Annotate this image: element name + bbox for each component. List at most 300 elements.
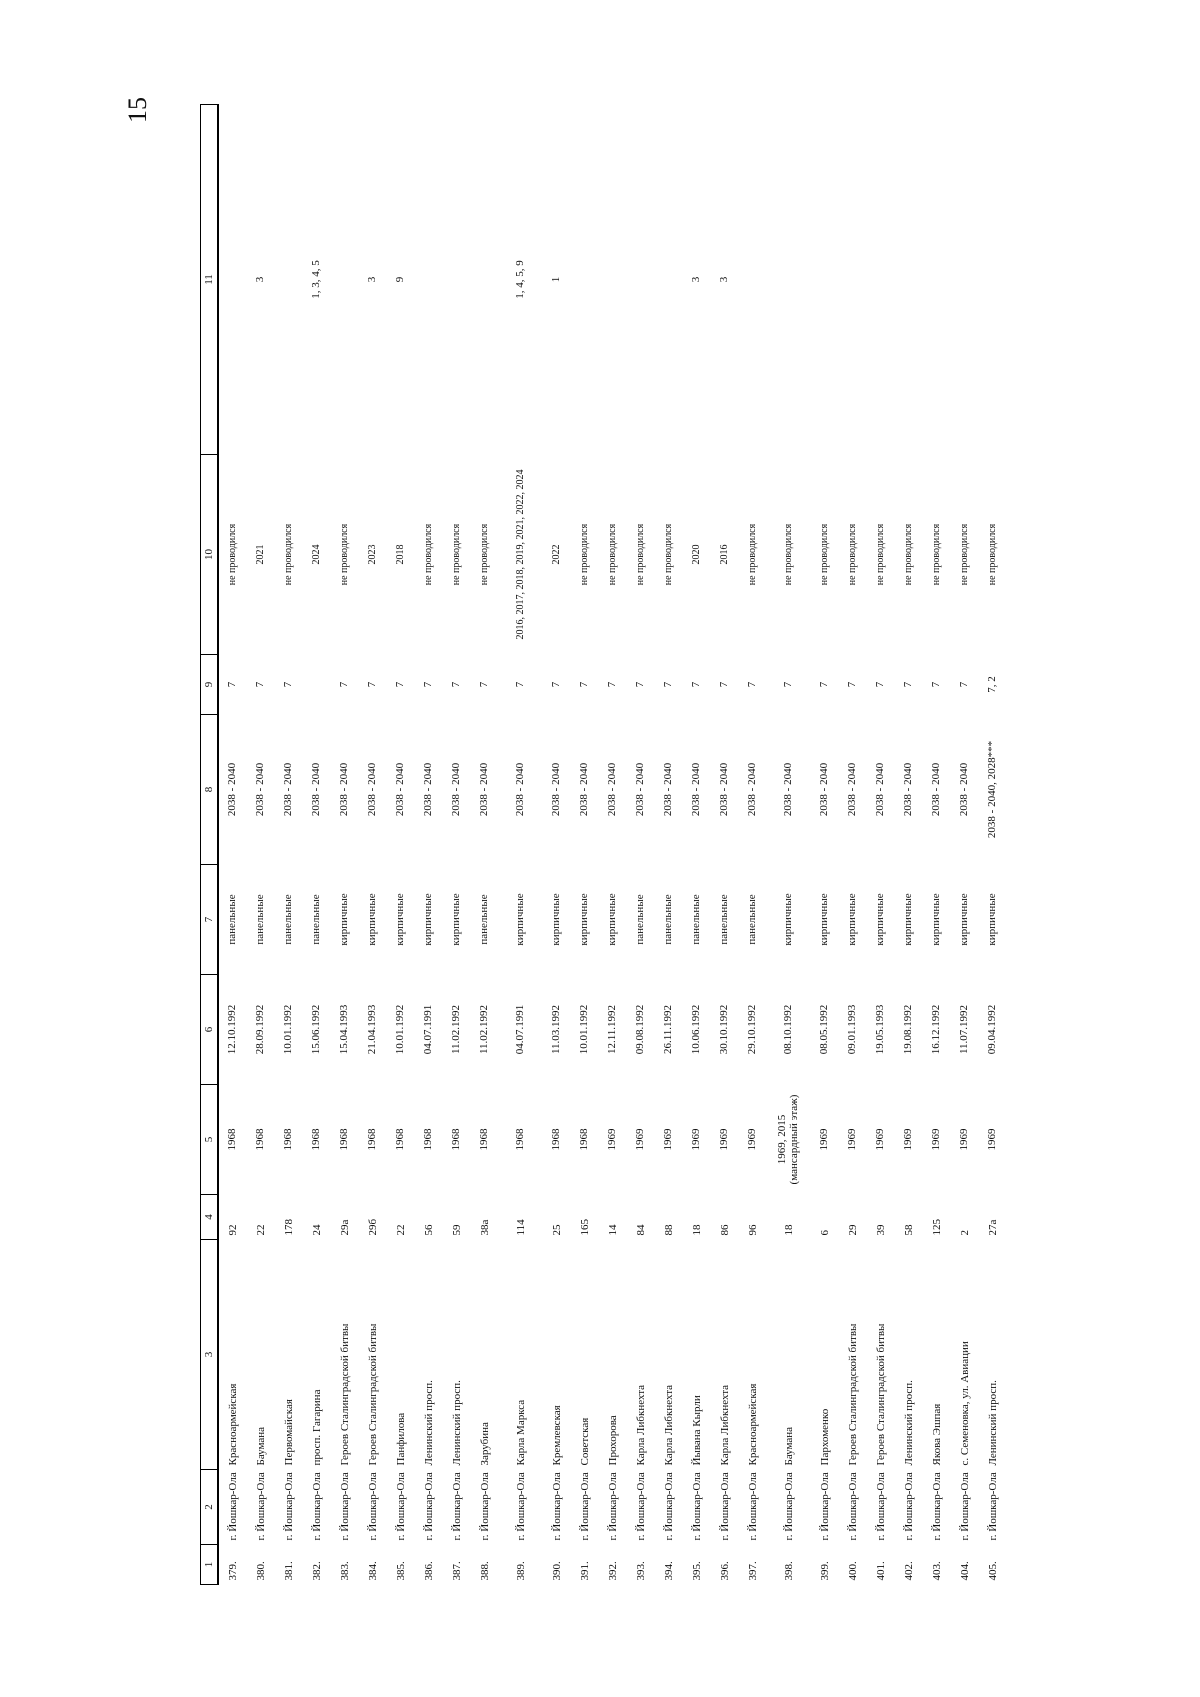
wall-material-cell: кирпичные (578, 893, 591, 946)
row-number: 389. (515, 1561, 527, 1581)
street-cell: Карла Либкнехта (635, 1384, 647, 1466)
table-row (655, 105, 683, 1585)
row-number: 384. (367, 1561, 379, 1581)
street-cell: Советская (579, 1417, 591, 1466)
street-cell: Кремлевская (551, 1405, 563, 1466)
house-number-cell: 29б (367, 1218, 379, 1236)
wall-material-cell: кирпичные (338, 893, 351, 946)
build-year-cell: 1968 (422, 1128, 435, 1151)
build-year-cell: 1969 (846, 1128, 859, 1151)
repair-period-cell: 2038 - 2040 (422, 762, 435, 817)
work-code-cell: 7 (746, 681, 759, 688)
table-row (331, 105, 359, 1585)
wall-material-cell: кирпичные (366, 893, 379, 946)
works-done-cell (767, 105, 811, 455)
street-cell: Красноармейская (227, 1383, 239, 1466)
last-repair-cell: не проводился (986, 523, 998, 586)
street-cell: Ленинский просп. (451, 1380, 463, 1466)
registration-date-cell: 15.04.1993 (338, 1004, 351, 1055)
table-row (767, 105, 811, 1585)
house-number-cell: 39 (875, 1224, 887, 1236)
column-number-row (201, 105, 219, 1585)
row-number: 382. (311, 1561, 323, 1581)
wall-material-cell: кирпичные (550, 893, 563, 946)
row-number: 399. (819, 1561, 831, 1581)
wall-material-cell: кирпичные (514, 893, 527, 946)
row-number: 403. (931, 1561, 943, 1581)
table-row (571, 105, 599, 1585)
build-year-cell: 1969 (634, 1128, 647, 1151)
build-year-cell: 1969 (986, 1128, 999, 1151)
street-cell: Первомайская (283, 1399, 295, 1466)
works-done-cell (443, 105, 471, 455)
last-repair-cell: не проводился (634, 523, 646, 586)
table-row (599, 105, 627, 1585)
last-repair-cell: 2021 (254, 544, 266, 565)
wall-material-cell: кирпичные (606, 893, 619, 946)
repair-period-cell: 2038 - 2040 (782, 762, 795, 817)
street-cell: Ленинский просп. (987, 1380, 999, 1466)
city-cell: г. Йошкар-Ола (783, 1472, 795, 1541)
work-code-cell: 7 (226, 681, 239, 688)
street-cell: Ленинский просп. (423, 1380, 435, 1466)
house-number-cell: 18 (691, 1224, 703, 1236)
city-cell: г. Йошкар-Ола (551, 1472, 563, 1541)
work-code-cell: 7 (478, 681, 491, 688)
house-number-cell: 14 (607, 1224, 619, 1236)
row-number: 397. (747, 1561, 759, 1581)
table-row (895, 105, 923, 1585)
works-done-cell: 1, 3, 4, 5 (310, 260, 323, 299)
column-number: 10 (201, 455, 219, 655)
table-row (951, 105, 979, 1585)
registration-date-cell: 04.07.1991 (422, 1004, 435, 1055)
street-cell: Баумана (783, 1426, 795, 1466)
column-number: 9 (201, 655, 219, 715)
row-number: 402. (903, 1561, 915, 1581)
row-number: 385. (395, 1561, 407, 1581)
table-row (275, 105, 303, 1585)
table-row (711, 105, 739, 1585)
last-repair-cell: не проводился (226, 523, 238, 586)
works-done-cell: 1 (550, 276, 563, 283)
house-number-cell: 125 (931, 1219, 943, 1236)
registration-date-cell: 08.05.1992 (818, 1004, 831, 1055)
last-repair-cell: не проводился (782, 523, 794, 586)
row-number: 380. (255, 1561, 267, 1581)
row-number: 393. (635, 1561, 647, 1581)
work-code-cell: 7, 2 (986, 676, 999, 693)
works-done-cell: 3 (254, 276, 267, 283)
registration-date-cell: 04.07.1991 (514, 1004, 527, 1055)
last-repair-cell: 2018 (394, 544, 406, 565)
wall-material-cell: панельные (746, 894, 759, 945)
registration-date-cell: 26.11.1992 (662, 1004, 675, 1055)
row-number: 388. (479, 1561, 491, 1581)
work-code-cell: 7 (930, 681, 943, 688)
work-code-cell: 7 (282, 681, 295, 688)
city-cell: г. Йошкар-Ола (719, 1472, 731, 1541)
work-code-cell (303, 655, 331, 715)
house-number-cell: 92 (227, 1224, 239, 1236)
work-code-cell: 7 (450, 681, 463, 688)
wall-material-cell: панельные (478, 894, 491, 945)
column-number: 11 (201, 105, 219, 455)
repair-period-cell: 2038 - 2040 (902, 762, 915, 817)
repair-period-cell: 2038 - 2040 (690, 762, 703, 817)
last-repair-cell: 2016, 2017, 2018, 2019, 2021, 2022, 2024 (514, 469, 526, 640)
row-number: 386. (423, 1561, 435, 1581)
street-cell: просп. Гагарина (311, 1389, 323, 1466)
house-number-cell: 114 (515, 1219, 527, 1236)
registration-date-cell: 28.09.1992 (254, 1004, 267, 1055)
row-number: 390. (551, 1561, 563, 1581)
row-number: 387. (451, 1561, 463, 1581)
build-year-cell: 1969 (818, 1128, 831, 1151)
table-body (218, 105, 1007, 1585)
works-done-cell (331, 105, 359, 455)
build-year-cell: 1968 (226, 1128, 239, 1151)
city-cell: г. Йошкар-Ола (607, 1472, 619, 1541)
wall-material-cell: кирпичные (930, 893, 943, 946)
last-repair-cell: не проводился (606, 523, 618, 586)
city-cell: г. Йошкар-Ола (451, 1472, 463, 1541)
works-done-cell (923, 105, 951, 455)
repair-period-cell: 2038 - 2040 (282, 762, 295, 817)
table-row (811, 105, 839, 1585)
build-year-cell: 1968 (578, 1128, 591, 1151)
build-year-cell: 1968 (450, 1128, 463, 1151)
registration-date-cell: 11.07.1992 (958, 1004, 971, 1055)
build-year-cell: 1969 (746, 1128, 759, 1151)
registration-date-cell: 11.02.1992 (478, 1004, 491, 1055)
works-done-cell: 9 (394, 276, 407, 283)
city-cell: г. Йошкар-Ола (311, 1472, 323, 1541)
wall-material-cell: панельные (310, 894, 323, 945)
build-year-cell: 1969, 2015 (мансардный этаж) (776, 1094, 800, 1185)
row-number: 401. (875, 1561, 887, 1581)
work-code-cell: 7 (578, 681, 591, 688)
works-done-cell (627, 105, 655, 455)
repair-period-cell: 2038 - 2040 (578, 762, 591, 817)
last-repair-cell: не проводился (422, 523, 434, 586)
house-number-cell: 86 (719, 1224, 731, 1236)
house-number-cell: 58 (903, 1224, 915, 1236)
wall-material-cell: панельные (690, 894, 703, 945)
last-repair-cell: не проводился (450, 523, 462, 586)
build-year-cell: 1969 (606, 1128, 619, 1151)
works-done-cell (471, 105, 499, 455)
registration-date-cell: 11.02.1992 (450, 1004, 463, 1055)
last-repair-cell: не проводился (578, 523, 590, 586)
row-number: 404. (959, 1561, 971, 1581)
wall-material-cell: кирпичные (450, 893, 463, 946)
column-number: 8 (201, 715, 219, 865)
build-year-cell: 1969 (662, 1128, 675, 1151)
house-number-cell: 27а (987, 1219, 999, 1236)
house-number-cell: 59 (451, 1224, 463, 1236)
work-code-cell: 7 (958, 681, 971, 688)
work-code-cell: 7 (818, 681, 831, 688)
work-code-cell: 7 (338, 681, 351, 688)
registration-date-cell: 30.10.1992 (718, 1004, 731, 1055)
repair-period-cell: 2038 - 2040 (930, 762, 943, 817)
works-done-cell (275, 105, 303, 455)
wall-material-cell: панельные (282, 894, 295, 945)
repair-period-cell: 2038 - 2040, 2028*** (986, 740, 999, 839)
last-repair-cell: не проводился (930, 523, 942, 586)
wall-material-cell: кирпичные (394, 893, 407, 946)
row-number: 400. (847, 1561, 859, 1581)
page-number: 15 (123, 97, 152, 123)
build-year-cell: 1968 (310, 1128, 323, 1151)
build-year-cell: 1968 (394, 1128, 407, 1151)
house-number-cell: 25 (551, 1224, 563, 1236)
wall-material-cell: кирпичные (958, 893, 971, 946)
build-year-cell: 1968 (514, 1128, 527, 1151)
house-number-cell: 22 (255, 1224, 267, 1236)
street-cell: Героев Сталинградской битвы (875, 1323, 887, 1466)
registration-date-cell: 12.11.1992 (606, 1004, 619, 1055)
repair-period-cell: 2038 - 2040 (450, 762, 463, 817)
city-cell: г. Йошкар-Ола (283, 1472, 295, 1541)
house-number-cell: 6 (819, 1230, 831, 1236)
work-code-cell: 7 (718, 681, 731, 688)
street-cell: Героев Сталинградской битвы (339, 1323, 351, 1466)
work-code-cell: 7 (606, 681, 619, 688)
house-number-cell: 38а (479, 1219, 491, 1236)
registration-date-cell: 10.06.1992 (690, 1004, 703, 1055)
city-cell: г. Йошкар-Ола (959, 1472, 971, 1541)
row-number: 395. (691, 1561, 703, 1581)
house-number-cell: 29 (847, 1224, 859, 1236)
wall-material-cell: панельные (226, 894, 239, 945)
works-done-cell: 3 (690, 276, 703, 283)
house-number-cell: 88 (663, 1224, 675, 1236)
column-number: 7 (201, 865, 219, 975)
works-done-cell: 3 (366, 276, 379, 283)
column-number: 1 (201, 1545, 219, 1585)
last-repair-cell: не проводился (282, 523, 294, 586)
column-number: 2 (201, 1470, 219, 1545)
table-row (359, 105, 387, 1585)
house-number-cell: 84 (635, 1224, 647, 1236)
row-number: 394. (663, 1561, 675, 1581)
registration-date-cell: 15.06.1992 (310, 1004, 323, 1055)
works-done-cell (655, 105, 683, 455)
street-cell: с. Семеновка, ул. Авиации (959, 1341, 971, 1466)
registration-date-cell: 11.03.1992 (550, 1004, 563, 1055)
table-row (415, 105, 443, 1585)
row-number: 381. (283, 1561, 295, 1581)
row-number: 396. (719, 1561, 731, 1581)
wall-material-cell: кирпичные (782, 893, 795, 946)
house-number-cell: 2 (959, 1230, 971, 1236)
build-year-cell: 1969 (874, 1128, 887, 1151)
works-done-cell (739, 105, 767, 455)
row-number: 391. (579, 1561, 591, 1581)
repair-period-cell: 2038 - 2040 (550, 762, 563, 817)
last-repair-cell: не проводился (958, 523, 970, 586)
last-repair-cell: не проводился (902, 523, 914, 586)
table-row (683, 105, 711, 1585)
street-cell: Баумана (255, 1426, 267, 1466)
wall-material-cell: панельные (662, 894, 675, 945)
work-code-cell: 7 (366, 681, 379, 688)
wall-material-cell: кирпичные (902, 893, 915, 946)
table-row (839, 105, 867, 1585)
row-number: 405. (987, 1561, 999, 1581)
last-repair-cell: не проводился (846, 523, 858, 586)
repair-period-cell: 2038 - 2040 (818, 762, 831, 817)
build-year-cell: 1968 (550, 1128, 563, 1151)
works-done-cell (839, 105, 867, 455)
street-cell: Зарубина (479, 1422, 491, 1466)
last-repair-cell: 2016 (718, 544, 730, 565)
street-cell: Прохорова (607, 1415, 619, 1466)
work-code-cell: 7 (634, 681, 647, 688)
row-number: 392. (607, 1561, 619, 1581)
table-row (471, 105, 499, 1585)
row-number: 398. (783, 1561, 795, 1581)
city-cell: г. Йошкар-Ола (847, 1472, 859, 1541)
registration-date-cell: 10.01.1992 (578, 1004, 591, 1055)
last-repair-cell: 2024 (310, 544, 322, 565)
city-cell: г. Йошкар-Ола (515, 1472, 527, 1541)
works-done-cell (895, 105, 923, 455)
repair-period-cell: 2038 - 2040 (958, 762, 971, 817)
column-number: 3 (201, 1240, 219, 1470)
table-row (218, 105, 247, 1585)
street-cell: Пархоменко (819, 1408, 831, 1466)
city-cell: г. Йошкар-Ола (635, 1472, 647, 1541)
build-year-cell: 1969 (958, 1128, 971, 1151)
registration-date-cell: 10.01.1992 (282, 1004, 295, 1055)
city-cell: г. Йошкар-Ола (479, 1472, 491, 1541)
house-number-cell: 22 (395, 1224, 407, 1236)
repair-period-cell: 2038 - 2040 (366, 762, 379, 817)
work-code-cell: 7 (690, 681, 703, 688)
repair-period-cell: 2038 - 2040 (606, 762, 619, 817)
build-year-cell: 1968 (254, 1128, 267, 1151)
wall-material-cell: кирпичные (422, 893, 435, 946)
repair-period-cell: 2038 - 2040 (662, 762, 675, 817)
city-cell: г. Йошкар-Ола (875, 1472, 887, 1541)
last-repair-cell: не проводился (874, 523, 886, 586)
street-cell: Карла Либкнехта (719, 1384, 731, 1466)
wall-material-cell: панельные (254, 894, 267, 945)
wall-material-cell: панельные (634, 894, 647, 945)
house-number-cell: 29а (339, 1219, 351, 1236)
rotated-table-container (200, 105, 1000, 1585)
table-row (627, 105, 655, 1585)
table-row (543, 105, 571, 1585)
work-code-cell: 7 (846, 681, 859, 688)
registration-date-cell: 29.10.1992 (746, 1004, 759, 1055)
wall-material-cell: кирпичные (874, 893, 887, 946)
repair-period-cell: 2038 - 2040 (254, 762, 267, 817)
street-cell: Красноармейская (747, 1383, 759, 1466)
work-code-cell: 7 (550, 681, 563, 688)
street-cell: Ленинский просп. (903, 1380, 915, 1466)
registration-date-cell: 09.08.1992 (634, 1004, 647, 1055)
works-done-cell (867, 105, 895, 455)
table-row (923, 105, 951, 1585)
work-code-cell: 7 (394, 681, 407, 688)
registration-date-cell: 19.05.1993 (874, 1004, 887, 1055)
house-number-cell: 96 (747, 1224, 759, 1236)
table-row (499, 105, 543, 1585)
works-done-cell (571, 105, 599, 455)
house-number-cell: 56 (423, 1224, 435, 1236)
repair-period-cell: 2038 - 2040 (846, 762, 859, 817)
build-year-cell: 1968 (366, 1128, 379, 1151)
table-row (387, 105, 415, 1585)
works-done-cell (951, 105, 979, 455)
registration-date-cell: 21.04.1993 (366, 1004, 379, 1055)
table-row (739, 105, 767, 1585)
build-year-cell: 1969 (902, 1128, 915, 1151)
table-row (303, 105, 331, 1585)
registration-date-cell: 09.04.1992 (986, 1004, 999, 1055)
last-repair-cell: не проводился (338, 523, 350, 586)
repair-period-cell: 2038 - 2040 (226, 762, 239, 817)
house-number-cell: 178 (283, 1219, 295, 1236)
works-done-cell (415, 105, 443, 455)
housing-table (200, 104, 1007, 1585)
registration-date-cell: 08.10.1992 (782, 1004, 795, 1055)
work-code-cell: 7 (902, 681, 915, 688)
last-repair-cell: 2023 (366, 544, 378, 565)
last-repair-cell: 2022 (550, 544, 562, 565)
row-number: 379. (227, 1561, 239, 1581)
registration-date-cell: 12.10.1992 (226, 1004, 239, 1055)
build-year-cell: 1968 (282, 1128, 295, 1151)
work-code-cell: 7 (254, 681, 267, 688)
registration-date-cell: 10.01.1992 (394, 1004, 407, 1055)
table-row (247, 105, 275, 1585)
city-cell: г. Йошкар-Ола (819, 1472, 831, 1541)
house-number-cell: 165 (579, 1219, 591, 1236)
work-code-cell: 7 (874, 681, 887, 688)
repair-period-cell: 2038 - 2040 (718, 762, 731, 817)
build-year-cell: 1968 (478, 1128, 491, 1151)
row-number: 383. (339, 1561, 351, 1581)
repair-period-cell: 2038 - 2040 (338, 762, 351, 817)
last-repair-cell: 2020 (690, 544, 702, 565)
last-repair-cell: не проводился (662, 523, 674, 586)
street-cell: Героев Сталинградской битвы (367, 1323, 379, 1466)
registration-date-cell: 16.12.1992 (930, 1004, 943, 1055)
build-year-cell: 1969 (718, 1128, 731, 1151)
last-repair-cell: не проводился (746, 523, 758, 586)
repair-period-cell: 2038 - 2040 (310, 762, 323, 817)
table-row (443, 105, 471, 1585)
street-cell: Йывана Кырли (691, 1395, 703, 1466)
house-number-cell: 24 (311, 1224, 323, 1236)
street-cell: Панфилова (395, 1412, 407, 1466)
column-number: 6 (201, 975, 219, 1085)
street-cell: Героев Сталинградской битвы (847, 1323, 859, 1466)
repair-period-cell: 2038 - 2040 (394, 762, 407, 817)
city-cell: г. Йошкар-Ола (747, 1472, 759, 1541)
works-done-cell: 3 (718, 276, 731, 283)
city-cell: г. Йошкар-Ола (579, 1472, 591, 1541)
column-number: 4 (201, 1195, 219, 1240)
table-row (979, 105, 1007, 1585)
city-cell: г. Йошкар-Ола (227, 1472, 239, 1541)
work-code-cell: 7 (514, 681, 527, 688)
